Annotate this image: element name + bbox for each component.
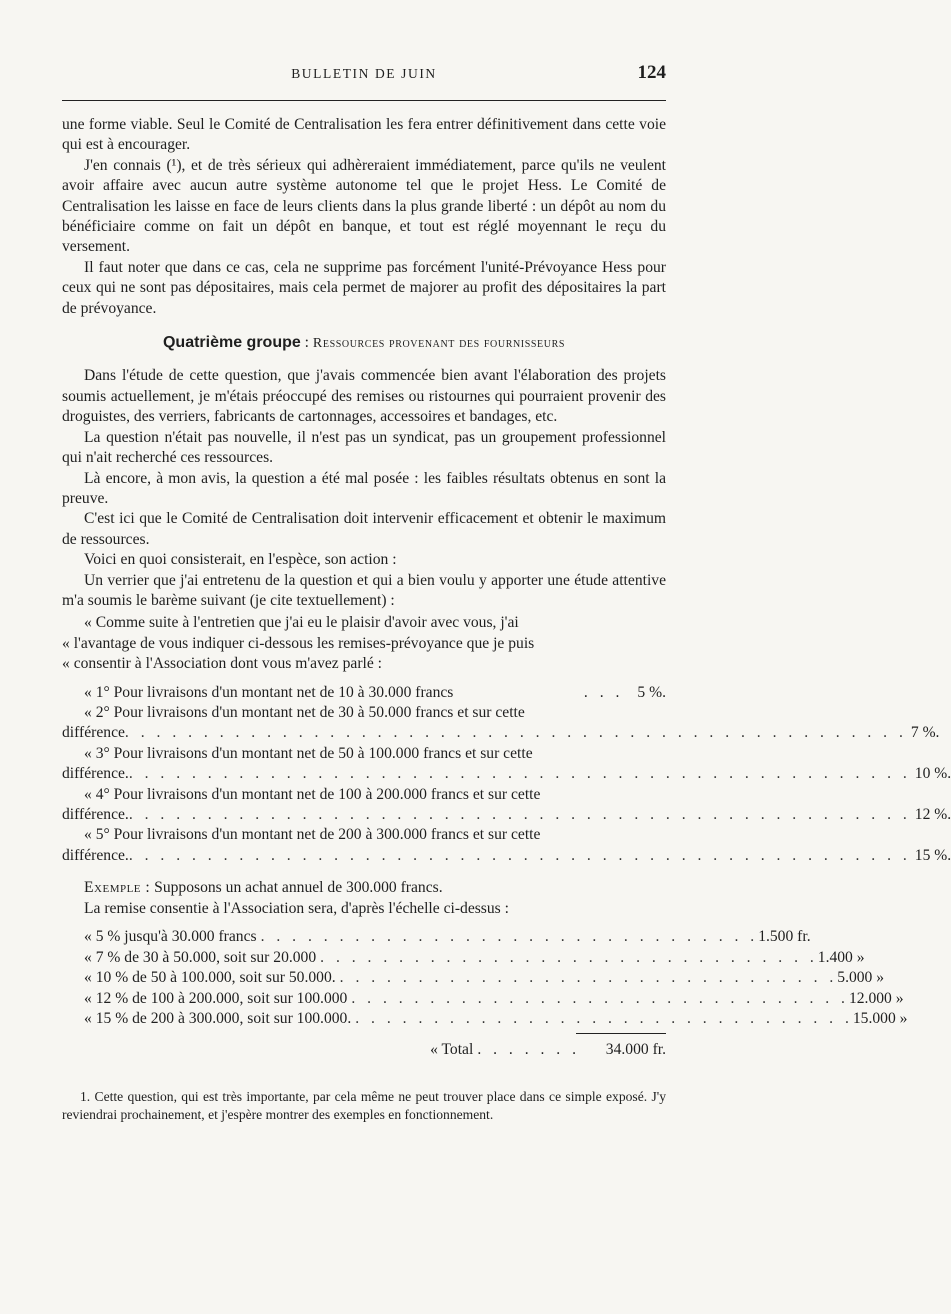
tier-text: « 5° Pour livraisons d'un montant net de 200 à 300.000 francs et sur cette (84, 826, 541, 844)
header-rule (62, 100, 666, 101)
example-block (62, 878, 666, 919)
tier-rate: 15 %. (914, 846, 951, 864)
page-number: 124 (637, 62, 666, 83)
example-text: Supposons un achat annuel de 300.000 francs. (150, 879, 443, 897)
total-dots: . . . . . . . (477, 1041, 580, 1058)
tier-row (62, 683, 666, 703)
calc-label: « 15 % de 200 à 300.000, soit sur 100.000. (84, 1010, 352, 1028)
example-line: La remise consentie à l'Association sera, d'après l'échelle ci-dessus : (84, 899, 509, 917)
tier-rate: 5 %. (637, 683, 666, 701)
example-line (62, 878, 666, 898)
tier-row: « 2° Pour livraisons d'un montant net de 30 à 50.000 francs et sur cette différence . . . . . . . . . . . . . . . . . . . . . . . . . . . . . . . . . . . . . . . . . . . . . . . . . . 7 %. (62, 703, 666, 744)
tier-continuation: différence (62, 724, 125, 742)
calc-amount: 5.000 » (837, 969, 885, 987)
tier-continuation: différence. (62, 846, 129, 864)
section-subtitle: Ressources provenant des fournisseurs (312, 336, 566, 352)
tier-text: « 3° Pour livraisons d'un montant net de 50 à 100.000 francs et sur cette (84, 744, 533, 762)
paragraph: Il faut noter que dans ce cas, cela ne supprime pas forcément l'unité-Prévoyance Hess pour ceux qui ne sont pas dépositaires, mais cela permet de majorer au profit des dépositaires la part de prévoyance. (62, 258, 666, 317)
tier-row: « 4° Pour livraisons d'un montant net de 100 à 200.000 francs et sur cette différence. . . . . . . . . . . . . . . . . . . . . . . . . . . . . . . . . . . . . . . . . . . . . . . . . . . 12 %. (62, 785, 666, 826)
total-label: « Total (430, 1041, 474, 1058)
paragraph: Dans l'étude de cette question, que j'avais commencée bien avant l'élaboration des projets soumis actuellement, je m'étais préoccupé des remises ou ristournes qui pourraient provenir des droguistes, des verriers, fabricants de cartonnages, accessoires et bandages, etc. (62, 367, 666, 426)
tier-row: « 3° Pour livraisons d'un montant net de 50 à 100.000 francs et sur cette différence. . . . . . . . . . . . . . . . . . . . . . . . . . . . . . . . . . . . . . . . . . . . . . . . . . . 10 %. (62, 744, 666, 785)
calc-label: « 7 % de 30 à 50.000, soit sur 20.000 (84, 948, 317, 966)
total-amount: 34.000 fr. (605, 1041, 666, 1058)
section-separator: : (300, 334, 313, 352)
calc-amount: 1.500 fr. (758, 928, 811, 946)
calculation-table (62, 927, 908, 1060)
paragraph: Voici en quoi consisterait, en l'espèce, son action : (84, 551, 397, 569)
tier-rate: 12 %. (914, 806, 951, 823)
calc-row: « 12 % de 100 à 200.000, soit sur 100.000 . . . . . . . . . . . . . . . . . . . . . . . . . . . . . . . . 12.000 » (62, 989, 666, 1010)
tier-text: « 1° Pour livraisons d'un montant net de 10 à 30.000 francs (84, 683, 454, 701)
example-label: Exemple : (84, 879, 151, 897)
quote-intro (62, 613, 666, 674)
tier-text: « 4° Pour livraisons d'un montant net de 100 à 200.000 francs et sur cette (84, 785, 541, 803)
paragraph: Là encore, à mon avis, la question a été mal posée : les faibles résultats obtenus en sont la preuve. (62, 469, 666, 507)
paragraph: J'en connais (¹), et de très sérieux qui adhèreraient immédiatement, parce qu'ils ne veulent avoir affaire avec aucun autre système autonome tel que le projet Hess. Le Comité de Centralisation les laisse en face de leurs clients dans la plus grande liberté : un dépôt au nom du bénéficiaire comme on fait un dépôt en banque, et tout est réglé moyennant le reçu du versement. (62, 156, 666, 256)
tier-text: « 2° Pour livraisons d'un montant net de 30 à 50.000 francs et sur cette (84, 703, 525, 721)
calc-label: « 5 % jusqu'à 30.000 francs (84, 928, 257, 946)
discount-scale (62, 683, 951, 867)
calc-row: « 7 % de 30 à 50.000, soit sur 20.000 . . . . . . . . . . . . . . . . . . . . . . . . . . . . . . . . 1.400 » (62, 948, 666, 969)
total-row (62, 1040, 666, 1060)
page-header (62, 64, 666, 94)
quote-line: « consentir à l'Association dont vous m'avez parlé : (62, 655, 383, 673)
paragraph: une forme viable. Seul le Comité de Centralisation les fera entrer définitivement dans cette voie qui est à encourager. (62, 116, 666, 154)
calc-label: « 12 % de 100 à 200.000, soit sur 100.000 (84, 989, 348, 1007)
tier-continuation: différence. (62, 765, 129, 783)
paragraph: Un verrier que j'ai entretenu de la question et qui a bien voulu y apporter une étude attentive m'a soumis le barème suivant (je cite textuellement) : (62, 571, 666, 609)
calc-amount: 1.400 » (817, 948, 865, 966)
tier-rate: 7 %. (910, 724, 940, 742)
calc-amount: 12.000 » (848, 989, 904, 1007)
sum-rule (576, 1033, 666, 1034)
running-title: BULLETIN DE JUIN (291, 66, 437, 81)
calc-row: « 15 % de 200 à 300.000, soit sur 100.000. . . . . . . . . . . . . . . . . . . . . . . . . . . . . . . . . 15.000 » (62, 1009, 666, 1030)
quote-line: « l'avantage de vous indiquer ci-dessous les remises-prévoyance que je puis (62, 634, 535, 652)
tier-continuation: différence. (62, 806, 129, 823)
tier-row: « 5° Pour livraisons d'un montant net de 200 à 300.000 francs et sur cette différence. . . . . . . . . . . . . . . . . . . . . . . . . . . . . . . . . . . . . . . . . . . . . . . . . . . 15 %. (62, 825, 666, 866)
footnote: 1. Cette question, qui est très importante, par cela même ne peut trouver place dans ce simple exposé. J'y reviendrai prochainement, et j'espère montrer des exemples en fonctionnement. (62, 1089, 666, 1122)
tier-dots: . . . (583, 683, 624, 701)
calc-amount: 15.000 » (852, 1010, 908, 1028)
paragraph: C'est ici que le Comité de Centralisation doit intervenir efficacement et obtenir le maximum de ressources. (62, 510, 666, 548)
calc-row: « 5 % jusqu'à 30.000 francs . . . . . . . . . . . . . . . . . . . . . . . . . . . . . . . . 1.500 fr. (62, 927, 666, 948)
section-heading (62, 333, 666, 354)
calc-label: « 10 % de 50 à 100.000, soit sur 50.000. (84, 969, 336, 987)
section-title: Quatrième groupe (162, 334, 301, 352)
page-body (62, 115, 951, 1123)
quote-line: « Comme suite à l'entretien que j'ai eu le plaisir d'avoir avec vous, j'ai (84, 614, 519, 632)
paragraph: La question n'était pas nouvelle, il n'est pas un syndicat, pas un groupement professionnel qui n'ait recherché ces ressources. (62, 428, 666, 467)
calc-row: « 10 % de 50 à 100.000, soit sur 50.000. . . . . . . . . . . . . . . . . . . . . . . . . . . . . . . . . 5.000 » (62, 968, 666, 989)
tier-rate: 10 %. (914, 765, 951, 783)
